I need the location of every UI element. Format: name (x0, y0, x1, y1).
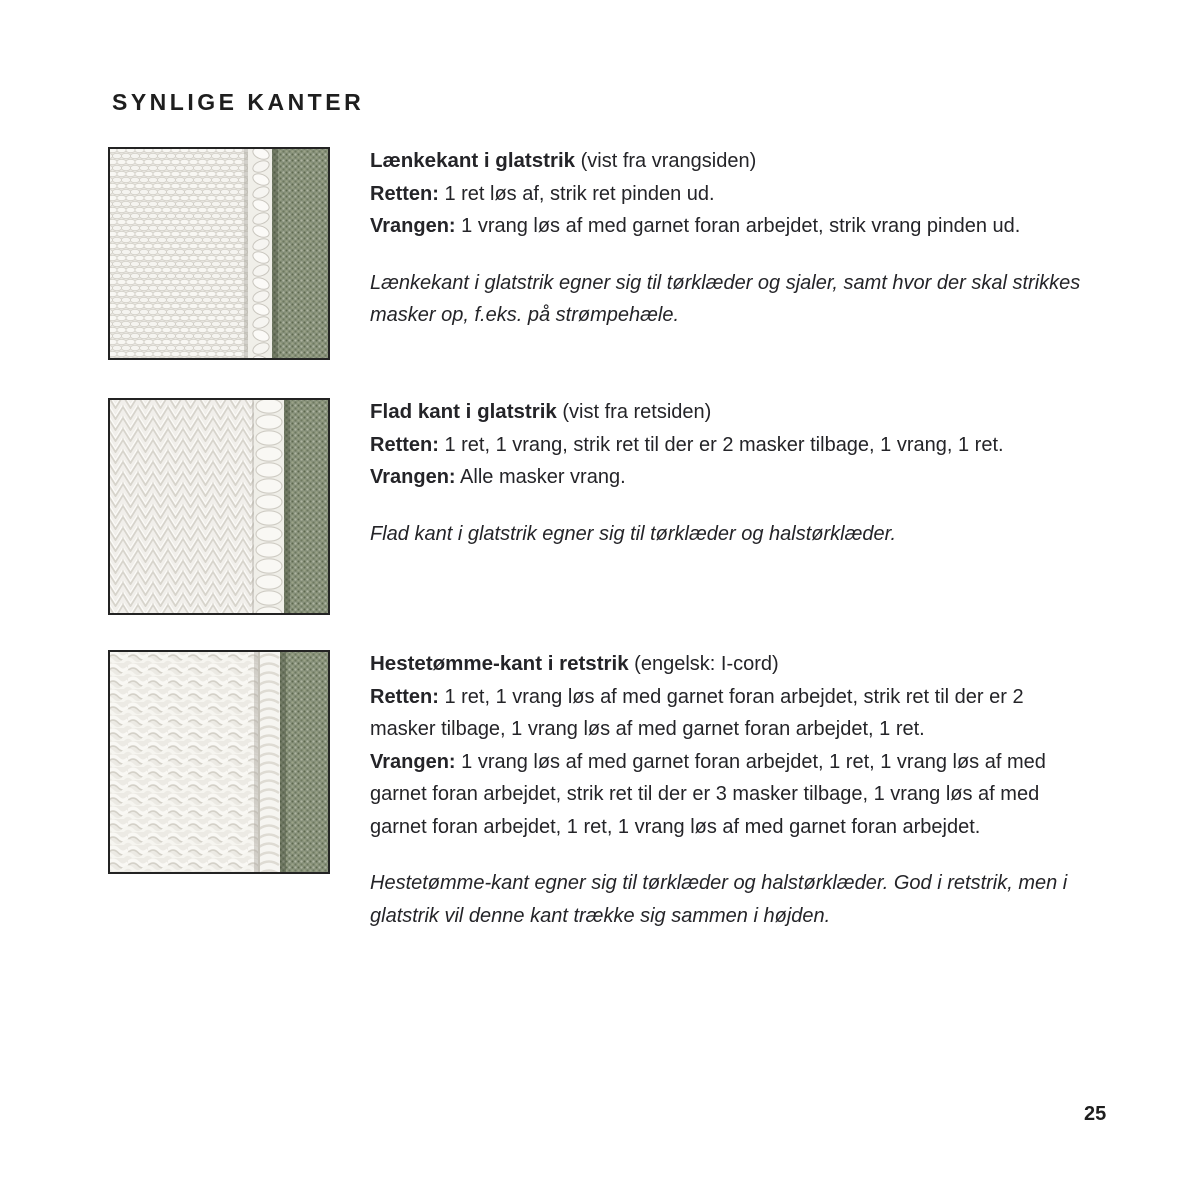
retten-label: Retten: (370, 433, 439, 456)
laenkekant-photo (108, 147, 330, 360)
flad-kant-photo (108, 398, 330, 615)
section-heading-bold: Flad kant i glatstrik (370, 400, 557, 423)
section-heading (370, 648, 1088, 681)
vrangen-line (370, 746, 1088, 844)
section-heading (370, 396, 1088, 429)
vrangen-instructions: 1 vrang løs af med garnet foran arbejdet, strik vrang pinden ud. (455, 215, 1021, 237)
vrangen-line (370, 210, 1088, 243)
page-number: 25 (1084, 1103, 1107, 1125)
hestetoemme-knit-image (108, 650, 330, 874)
vrangen-instructions: Alle masker vrang. (455, 466, 626, 488)
page-title: SYNLIGE KANTER (112, 89, 365, 116)
section-heading-note: (vist fra vrangsiden) (575, 150, 757, 172)
flad-kant-text (370, 396, 1088, 550)
section-heading-note: (engelsk: I-cord) (628, 653, 779, 675)
vrangen-line (370, 461, 1088, 494)
vrangen-label: Vrangen: (370, 750, 456, 773)
retten-label: Retten: (370, 685, 439, 708)
retten-line (370, 429, 1088, 462)
retten-instructions: 1 ret, 1 vrang, strik ret til der er 2 masker tilbage, 1 vrang, 1 ret. (438, 433, 1004, 456)
retten-instructions: 1 ret løs af, strik ret pinden ud. (438, 182, 715, 205)
section-heading-bold: Lænkekant i glatstrik (370, 149, 576, 172)
hestetoemme-kant-text (370, 648, 1088, 932)
section-heading-note: (vist fra retsiden) (556, 401, 712, 423)
retten-line (370, 178, 1088, 211)
retten-line (370, 681, 1088, 746)
vrangen-label: Vrangen: (370, 215, 456, 237)
usage-note: Flad kant i glatstrik egner sig til tørklæder og halstørklæder. (370, 522, 897, 545)
laenkekant-text (370, 145, 1088, 332)
usage-note: Hestetømme-kant egner sig til tørklæder og halstørklæder. God i retstrik, men i glatstrik vil denne kant trække sig sammen i højden. (370, 872, 1068, 927)
hestetoemme-kant-photo (108, 650, 330, 874)
vrangen-label: Vrangen: (370, 466, 456, 488)
vrangen-instructions: 1 vrang løs af med garnet foran arbejdet, 1 ret, 1 vrang løs af med garnet foran arbejdet, strik ret til der er 3 masker tilbage, 1 vrang løs af med garnet foran arbejdet, 1 ret, 1 vrang løs af med garnet foran arbejdet. (370, 750, 1046, 838)
flad-kant-knit-image (108, 398, 330, 615)
retten-label: Retten: (370, 182, 439, 205)
laenkekant-knit-image (108, 147, 330, 360)
retten-instructions: 1 ret, 1 vrang løs af med garnet foran arbejdet, strik ret til der er 2 masker tilbage, 1 vrang løs af med garnet foran arbejdet, 1 ret. (370, 685, 1024, 740)
usage-note: Lænkekant i glatstrik egner sig til tørklæder og sjaler, samt hvor der skal strikkes masker op, f.eks. på strømpehæle. (370, 271, 1081, 326)
section-heading-bold: Hestetømme-kant i retstrik (370, 652, 629, 675)
section-heading (370, 145, 1088, 178)
